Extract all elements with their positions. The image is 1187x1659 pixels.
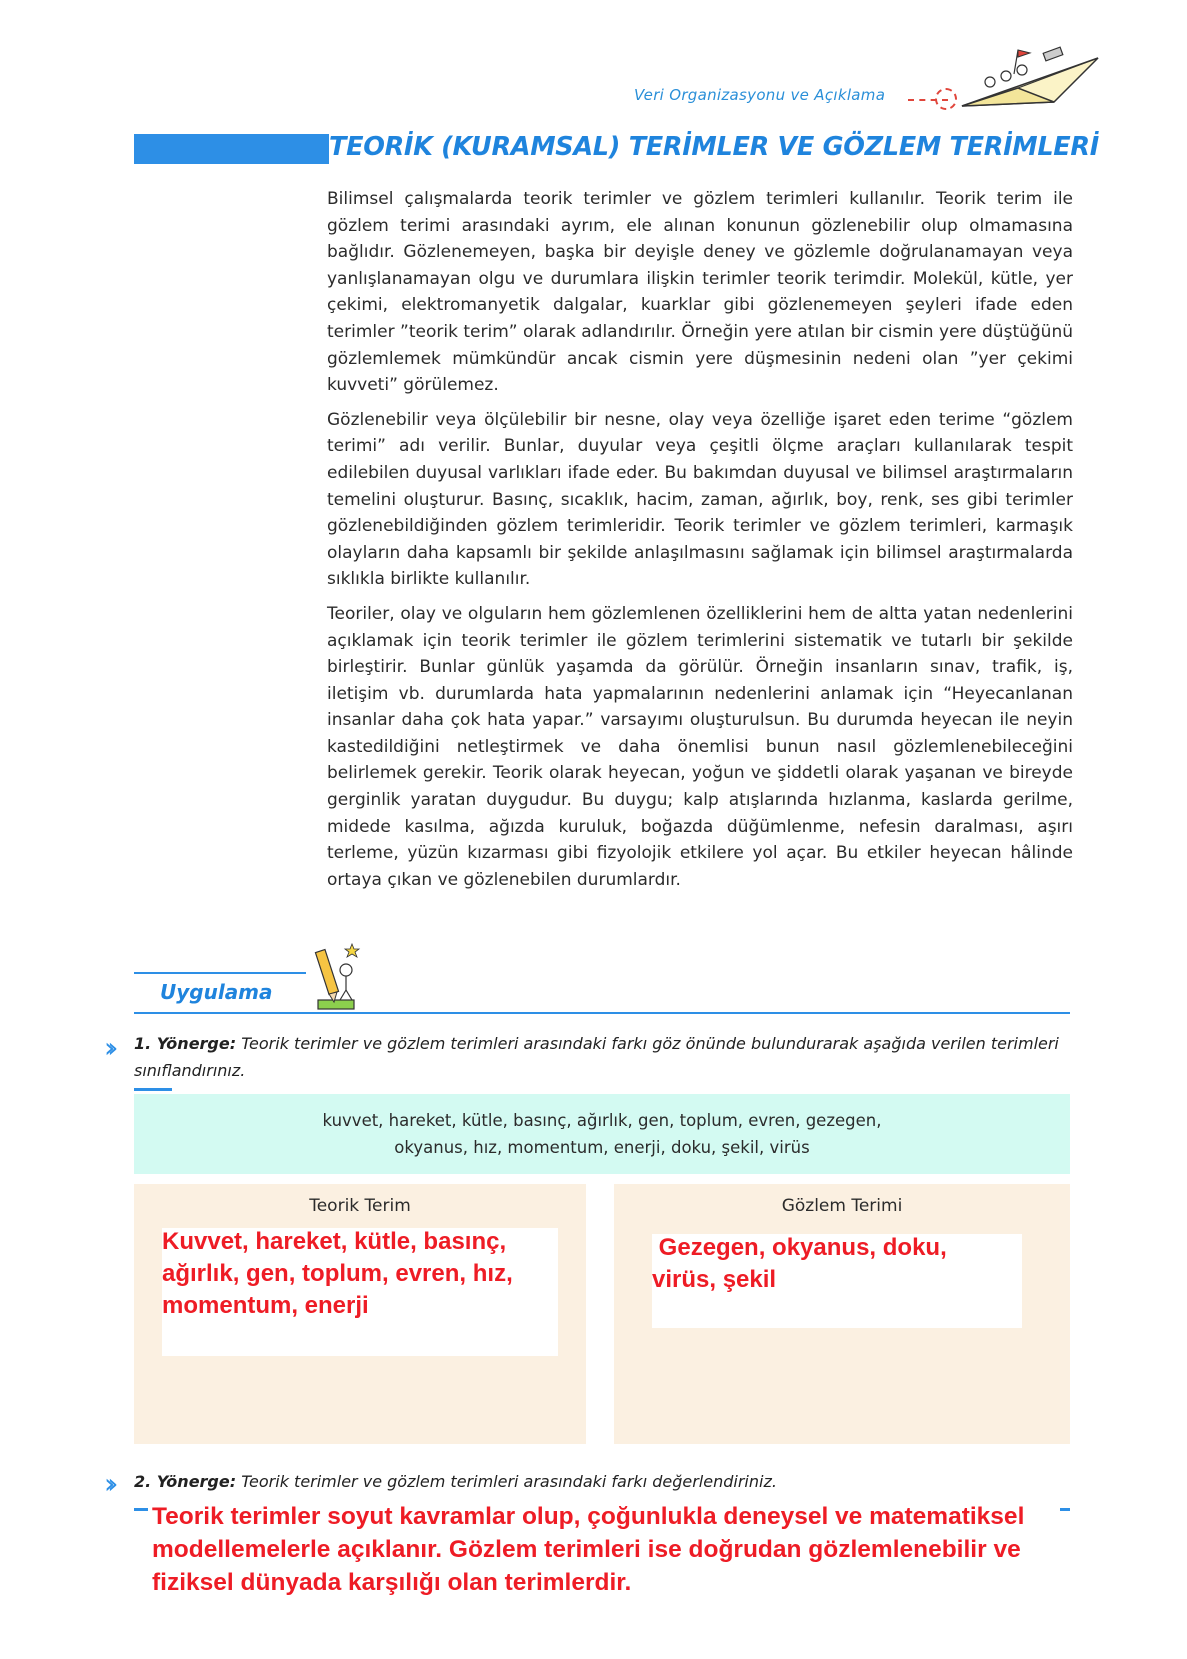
directive-1-accent bbox=[134, 1088, 172, 1091]
directive-1-label: 1. Yönerge: bbox=[134, 1034, 237, 1053]
application-bottom-rule bbox=[134, 1012, 1070, 1014]
directive-2-accent bbox=[134, 1508, 148, 1511]
observation-term-heading: Gözlem Terimi bbox=[781, 1196, 903, 1216]
theoretical-term-heading: Teorik Terim bbox=[309, 1196, 411, 1216]
term-list-line-1: kuvvet, hareket, kütle, basınç, ağırlık, gen, toplum, evren, gezegen, bbox=[322, 1111, 882, 1130]
chevron-double-right-icon: ›› bbox=[104, 1031, 111, 1064]
section-title: TEORİK (KURAMSAL) TERİMLER VE GÖZLEM TERİMLERİ bbox=[329, 132, 1099, 162]
directive-2-label: 2. Yönerge: bbox=[134, 1472, 237, 1491]
application-title: Uygulama bbox=[160, 980, 273, 1004]
title-accent-bar bbox=[134, 134, 329, 164]
directive-1 bbox=[134, 1030, 1070, 1084]
paragraph-2: Gözlenebilir veya ölçülebilir bir nesne, olay veya özelliğe işaret eden terime “gözlem terimi” adı verilir. Bunlar, duyular veya çeşitli ölçme araçları kullanılarak tespit edilebilen duyusal varlıkları ifade eder. Bu bakımdan duyusal ve bilimsel araştırmaların temelini oluşturur. Basınç, sıcaklık, hacim, zaman, ağırlık, boy, renk, ses gibi terimler gözlenebildiğinden gözlem terimleridir. Teorik terimler ve gözlem terimleri, karmaşık olayların daha kapsamlı bir şekilde anlaşılmasını sağlamak için bilimsel araştırmalarda sıklıkla birlikte kullanılır. bbox=[327, 409, 1073, 590]
running-head-loop bbox=[935, 88, 957, 110]
paper-airplane-illustration bbox=[958, 44, 1108, 114]
term-list-box bbox=[134, 1094, 1070, 1174]
directive-1-text: Teorik terimler ve gözlem terimleri arasındaki farkı göz önünde bulundurarak aşağıda verilen terimleri sınıflandırınız. bbox=[134, 1034, 1059, 1080]
directive-2-text: Teorik terimler ve gözlem terimleri arasındaki farkı değerlendiriniz. bbox=[241, 1472, 777, 1491]
paragraph-3: Teoriler, olay ve olguların hem gözlemlenen özelliklerini hem de altta yatan nedenlerini açıklamak için teorik terimler ile gözlem terimlerini sistematik ve tutarlı bir şekilde birleştirir. Bunlar günlük yaşamda da görülür. Örneğin insanların sınav, trafik, iş, iletişim vb. durumlarda hata yapmalarının nedenlerini anlamak için “Heyecanlanan insanlar daha çok hata yapar.” varsayımı oluşturulsun. Bu durumda heyecan ile neyin kastedildiğini netleştirmek ve daha önemlisi bunun nasıl gözlemlenebileceğini belirlemek gerekir. Teorik olarak heyecan, yoğun ve şiddetli olarak yaşanan ve bireyde gerginlik yaratan duygudur. Bu duygu; kalp atışlarında hızlanma, kaslarda gerilme, midede kasılma, ağızda kuruluk, boğazda düğümlenme, nefesin daralması, aşırı terleme, yüzün kızarması gibi fizyolojik etkilere yol açar. Bu etkiler heyecan hâlinde ortaya çıkan ve gözlenebilen durumlardır. bbox=[327, 603, 1073, 890]
term-list-line-2: okyanus, hız, momentum, enerji, doku, şekil, virüs bbox=[394, 1138, 810, 1157]
directive-2 bbox=[134, 1468, 1070, 1495]
theoretical-term-answer: Kuvvet, hareket, kütle, basınç, ağırlık, gen, toplum, evren, hız, momentum, enerji bbox=[162, 1228, 513, 1319]
observation-term-answer: Gezegen, okyanus, doku, virüs, şekil bbox=[652, 1234, 954, 1293]
chevron-double-right-icon: ›› bbox=[104, 1467, 111, 1500]
body-text bbox=[327, 186, 1073, 901]
directive-2-answer[interactable]: Teorik terimler soyut kavramlar olup, çoğunlukla deneysel ve matematiksel modellemelerle açıklanır. Gözlem terimleri ise doğrudan gözlemlenebilir ve fiziksel dünyada karşılığı olan terimlerdir. bbox=[152, 1503, 1025, 1596]
pencil-mascot-illustration bbox=[312, 940, 362, 1012]
running-head: Veri Organizasyonu ve Açıklama bbox=[634, 86, 886, 104]
application-top-rule bbox=[134, 972, 306, 974]
paragraph-1: Bilimsel çalışmalarda teorik terimler ve gözlem terimleri kullanılır. Teorik terim ile gözlem terimi arasındaki ayrım, ele alınan konunun gözlenebilir olup olmamasına bağlıdır. Gözlenemeyen, başka bir deyişle deney ve gözlemle doğrulanamayan veya yanlışlanamayan olgu ve durumlara ilişkin terimler teorik terimdir. Molekül, kütle, yer çekimi, elektromanyetik dalgalar, kuarklar gibi gözlenemeyen şeyleri ifade eden terimler ”teorik terim” olarak adlandırılır. Örneğin yere atılan bir cismin yere düştüğünü gözlemlemek mümkündür ancak cismin yere düşmesinin nedeni olan ”yer çekimi kuvveti” görülemez. bbox=[327, 189, 1073, 396]
